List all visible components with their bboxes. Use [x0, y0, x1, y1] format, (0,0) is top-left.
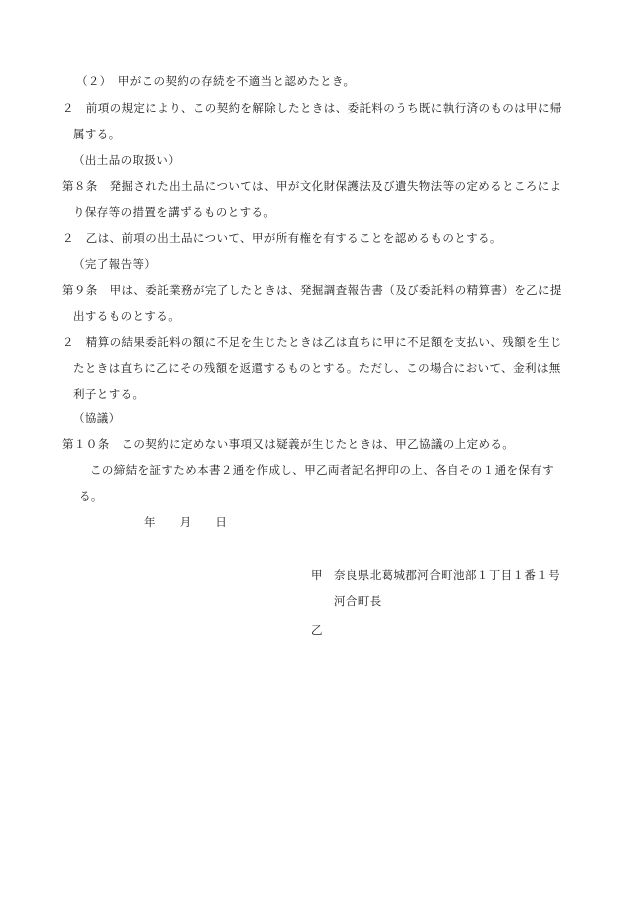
- party-a-label: 甲: [311, 568, 323, 582]
- clause-8-para-1-line-1: 第８条 発掘された出土品については、甲が文化財保護法及び遺失物法等の定めるところによ: [62, 179, 562, 193]
- closing-statement-line-1: この締結を証すため本書２通を作成し、甲乙両者記名押印の上、各自その１通を保有す: [90, 463, 555, 477]
- clause-9-para-2-line-3: 利子とする。: [73, 387, 145, 401]
- clause-9-para-2-line-2: たときは直ちに乙にその残額を返還するものとする。ただし、この場合において、金利は無: [73, 361, 561, 375]
- clause-9-para-1-line-2: 出するものとする。: [73, 309, 181, 323]
- clause-10-heading: （協議）: [73, 411, 121, 425]
- clause-7-para-2-line-2: 属する。: [73, 127, 121, 141]
- clause-8-para-1-line-2: り保存等の措置を講ずるものとする。: [73, 205, 276, 219]
- clause-9-para-2-line-1: ２ 精算の結果委託料の額に不足を生じたときは乙は直ちに甲に不足額を支払い、残額を生じ: [62, 335, 562, 349]
- clause-7-item-2: （２） 甲がこの契約の存続を不適当と認めたとき。: [76, 74, 356, 88]
- party-b-label: 乙: [311, 623, 323, 637]
- clause-9-heading: （完了報告等）: [73, 257, 157, 271]
- closing-statement-line-2: る。: [79, 489, 103, 503]
- clause-8-para-2: ２ 乙は、前項の出土品について、甲が所有権を有することを認めるものとする。: [62, 231, 502, 245]
- clause-10-para: 第１０条 この契約に定めない事項又は疑義が生じたときは、甲乙協議の上定める。: [62, 437, 515, 451]
- party-a-title: 河合町長: [334, 594, 382, 608]
- clause-7-para-2-line-1: ２ 前項の規定により、この契約を解除したときは、委託料のうち既に執行済のものは甲に帰: [62, 101, 562, 115]
- party-a-address: 奈良県北葛城郡河合町池部１丁目１番１号: [334, 568, 561, 582]
- clause-9-para-1-line-1: 第９条 甲は、委託業務が完了したときは、発掘調査報告書（及び委託料の精算書）を乙に提: [62, 283, 562, 297]
- clause-8-heading: （出土品の取扱い）: [73, 153, 181, 167]
- date-line: 年 月 日: [144, 515, 228, 529]
